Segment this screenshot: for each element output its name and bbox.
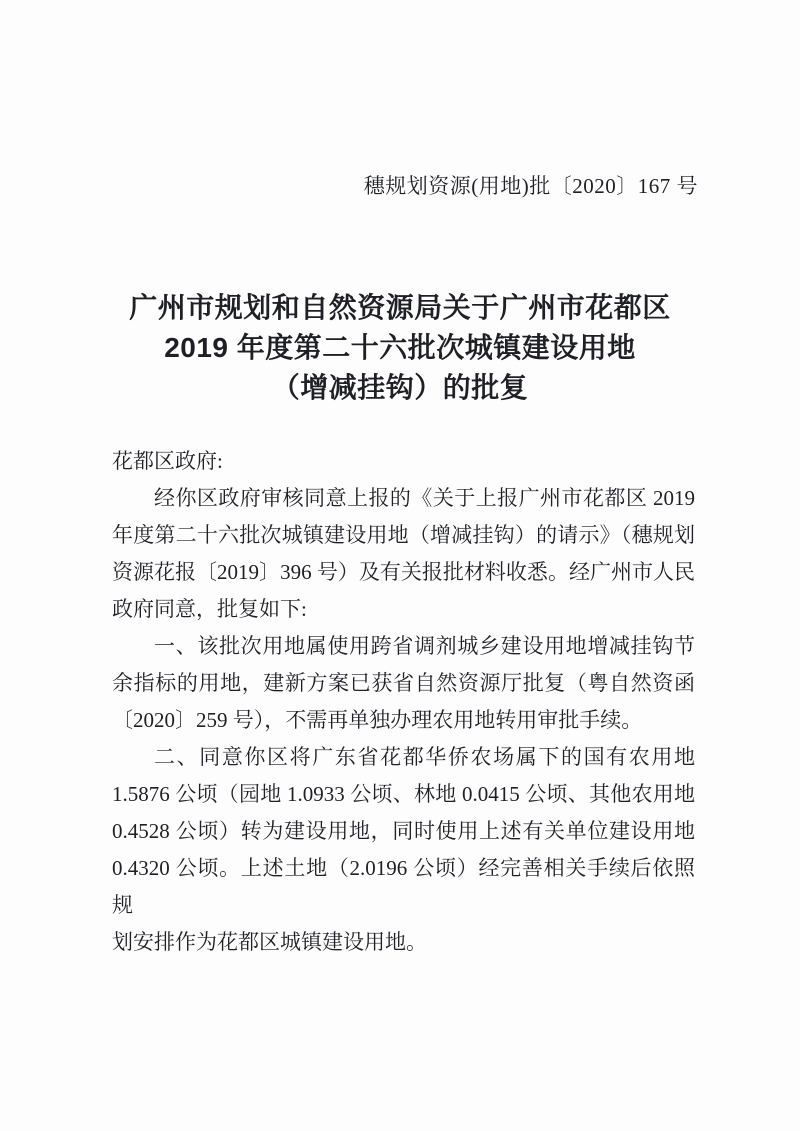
document-number: 穗规划资源(用地)批〔2020〕167 号 bbox=[363, 174, 698, 198]
paragraph-3-line: 1.5876 公顷（园地 1.0933 公顷、林地 0.0415 公顷、其他农用地 bbox=[112, 782, 695, 806]
paragraph-2-line: 〔2020〕259 号），不需再单独办理农用地转用审批手续。 bbox=[112, 708, 643, 732]
paragraph-2-line: 余指标的用地，建新方案已获省自然资源厅批复（粤自然资函 bbox=[112, 671, 695, 695]
paragraph-3-line: 0.4320 公顷。上述土地（2.0196 公顷）经完善相关手续后依照规 bbox=[112, 856, 695, 917]
title-line-3: （增减挂钩）的批复 bbox=[271, 372, 529, 403]
paragraph-3-line: 0.4528 公顷）转为建设用地，同时使用上述有关单位建设用地 bbox=[112, 819, 695, 843]
title-line-2: 2019 年度第二十六批次城镇建设用地 bbox=[164, 332, 636, 363]
paragraph-1-line: 年度第二十六批次城镇建设用地（增减挂钩）的请示》（穗规划 bbox=[112, 523, 695, 547]
paragraph-1-line: 政府同意，批复如下: bbox=[112, 597, 307, 621]
salutation: 花都区政府: bbox=[112, 449, 223, 473]
paragraph-1-line: 资源花报〔2019〕396 号）及有关报批材料收悉。经广州市人民 bbox=[112, 560, 695, 584]
document-body bbox=[112, 443, 695, 961]
title-line-1: 广州市规划和自然资源局关于广州市花都区 bbox=[129, 292, 671, 323]
document-title bbox=[0, 288, 800, 408]
paragraph-3-line: 二、同意你区将广东省花都华侨农场属下的国有农用地 bbox=[154, 745, 695, 769]
paragraph-2-line: 一、该批次用地属使用跨省调剂城乡建设用地增减挂钩节 bbox=[154, 634, 695, 658]
paragraph-3-line: 划安排作为花都区城镇建设用地。 bbox=[112, 930, 427, 954]
paragraph-1-line: 经你区政府审核同意上报的《关于上报广州市花都区 2019 bbox=[154, 486, 695, 510]
